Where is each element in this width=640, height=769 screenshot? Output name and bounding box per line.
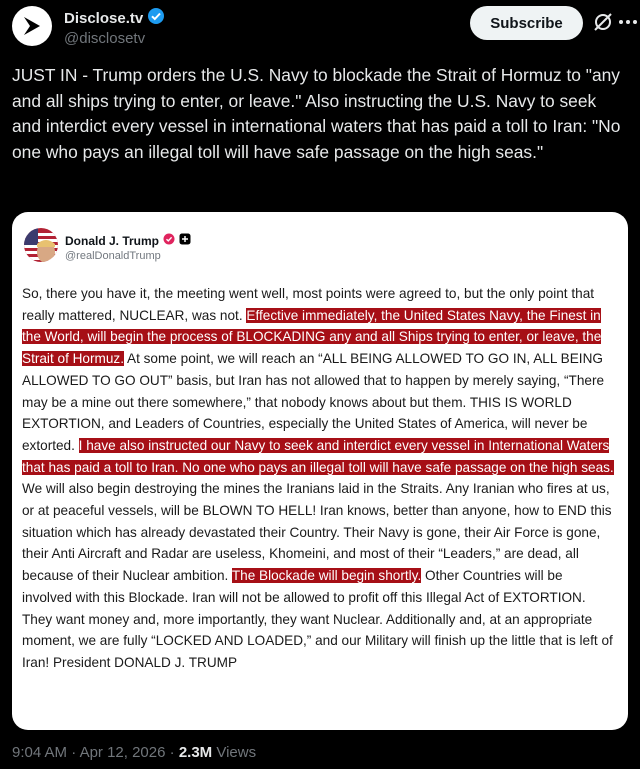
plus-badge-icon: [179, 232, 191, 250]
meta-separator: ·: [165, 744, 179, 761]
post-meta: [12, 744, 256, 761]
author-handle: @realDonaldTrump: [65, 250, 161, 262]
quoted-post-card[interactable]: [12, 212, 628, 730]
highlighted-text: Effective immediately, the United States Navy, the Finest in the World, will begin the process of BLOCKADING any and all Ships trying to enter, or leave, the Strait of Hormuz.: [22, 307, 602, 367]
post-header: [12, 0, 628, 60]
body-text: So, there you have it, the meeting went well, most points were agreed to, but the only point that really mattered, NUCLEAR, was not.: [22, 286, 595, 323]
views-label: Views: [212, 744, 257, 761]
highlighted-text: I have also instructed our Navy to seek and interdict every vessel in International Waters that has paid a toll to Iran. No one who pays an illegal toll will have safe passage on the high seas.: [22, 437, 614, 475]
author-name: Donald J. Trump: [65, 234, 160, 248]
more-icon[interactable]: [618, 11, 638, 33]
grok-icon[interactable]: [592, 11, 614, 33]
pink-verified-icon: [163, 232, 175, 250]
account-name[interactable]: Disclose.tv: [64, 10, 144, 27]
body-text: At some point, we will reach an “ALL BEING ALLOWED TO GO IN, ALL BEING ALLOWED TO GO OUT” basis, but Iran has not allowed that to happen by merely saying, “There may be a mine out there somewhere,” that nobody knows about but them. THIS IS WORLD EXTORTION, and Leaders of Countries, especially the United States of America, will never be extorted.: [22, 351, 605, 453]
disclose-logo-icon[interactable]: [12, 6, 52, 46]
views-count: 2.3M: [178, 744, 213, 761]
verified-badge-icon: [147, 7, 165, 30]
highlighted-text: The Blockade will begin shortly.: [231, 568, 422, 584]
subscribe-button[interactable]: Subscribe: [470, 6, 583, 40]
body-text: Other Countries will be involved with this Blockade. Iran will not be allowed to profit off this Illegal Act of EXTORTION. They want money and, more importantly, they want Nuclear. Additionally and, at an appropriate moment, we are fully “LOCKED AND LOADED,” and our Military will finish up the little that is left of Iran! President DONALD J. TRUMP: [22, 568, 613, 670]
body-text: We will also begin destroying the mines the Iranians laid in the Straits. Any Iranian who fires at us, or at peaceful vessels, will be BLOWN TO HELL! Iran knows, better than anyone, how to END this situation which has already devastated their Country. Their Navy is gone, their Air Force is gone, their Anti Aircraft and Radar are useless, Khomeini, and most of their “Leaders,” are dead, all because of their Nuclear ambition.: [22, 481, 612, 584]
post-text: JUST IN - Trump orders the U.S. Navy to blockade the Strait of Hormuz to "any and all ships trying to enter, or leave." Also instructing the U.S. Navy to seek and interdict every vessel in international waters that has paid a toll to Iran: "No one who pays an illegal toll will have safe passage on the high seas.": [12, 65, 621, 162]
post-date[interactable]: Apr 12, 2026: [79, 744, 166, 761]
account-handle[interactable]: @disclosetv: [64, 30, 146, 47]
flag-avatar-icon: [24, 228, 58, 262]
quoted-post-body: [22, 283, 614, 674]
post-time[interactable]: 9:04 AM: [12, 744, 68, 761]
meta-separator: ·: [67, 744, 80, 761]
